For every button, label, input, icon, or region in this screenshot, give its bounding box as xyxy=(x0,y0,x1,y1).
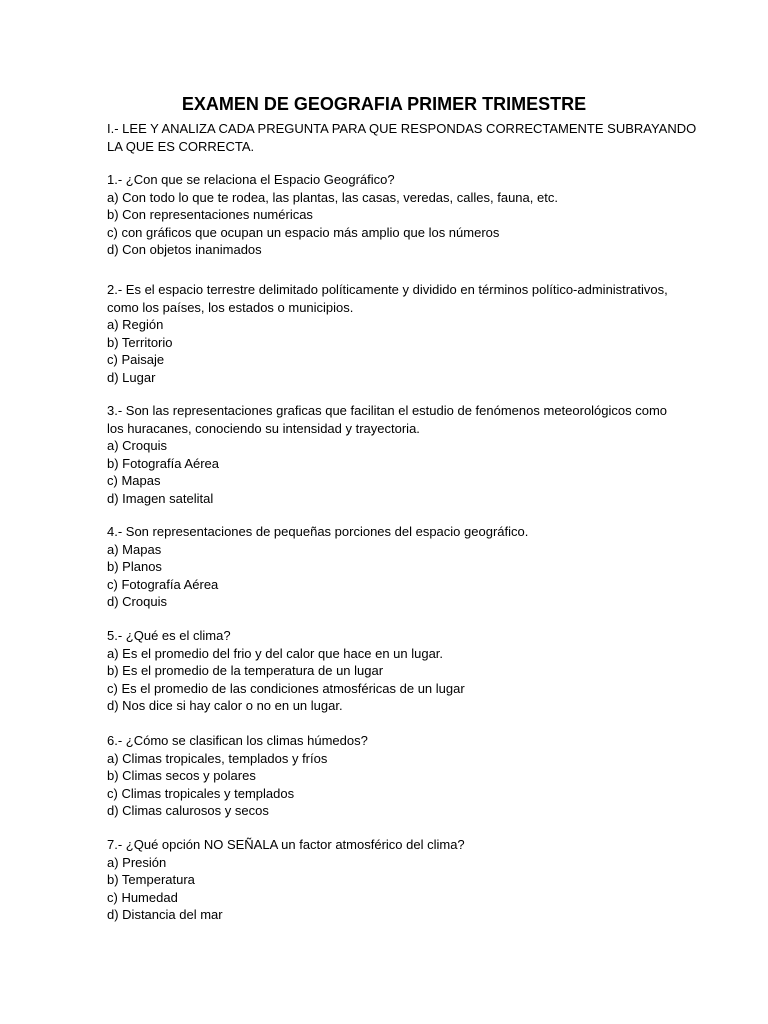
answer-option-b: b) Es el promedio de la temperatura de un lugar xyxy=(107,663,384,678)
answer-option-d: d) Distancia del mar xyxy=(107,907,223,922)
answer-option-a: a) Mapas xyxy=(107,541,162,557)
answer-option-a: a) Con todo lo que te rodea, las plantas, las casas, veredas, calles, fauna, etc. xyxy=(107,189,558,205)
question-text: 3.- Son las representaciones graficas que facilitan el estudio de fenómenos meteorológicos como xyxy=(107,403,668,418)
question-5 xyxy=(107,627,687,715)
question-2 xyxy=(107,281,687,386)
answer-option-b: b) Territorio xyxy=(107,334,173,350)
question-3 xyxy=(107,402,687,507)
answer-option-b: b) Fotografía Aérea xyxy=(107,455,220,471)
answer-option-b: b) Climas secos y polares xyxy=(107,768,256,783)
answer-option-c: c) Mapas xyxy=(107,473,161,488)
page-title: EXAMEN DE GEOGRAFIA PRIMER TRIMESTRE xyxy=(181,94,587,114)
answer-option-c: c) Fotografía Aérea xyxy=(107,576,219,592)
question-text: 6.- ¿Cómo se clasifican los climas húmedos? xyxy=(107,733,368,748)
answer-option-d: d) Con objetos inanimados xyxy=(107,242,262,257)
answer-option-c: c) Climas tropicales y templados xyxy=(107,785,295,801)
question-text: los huracanes, conociendo su intensidad y trayectoria. xyxy=(107,420,420,436)
instruction-line: I.- LEE Y ANALIZA CADA PREGUNTA PARA QUE RESPONDAS CORRECTAMENTE SUBRAYANDO xyxy=(107,121,697,136)
answer-option-b: b) Con representaciones numéricas xyxy=(107,207,313,222)
instruction-block xyxy=(107,120,697,155)
question-1 xyxy=(107,171,687,259)
answer-option-a: a) Croquis xyxy=(107,438,167,453)
question-4 xyxy=(107,523,687,611)
answer-option-a: a) Región xyxy=(107,317,164,332)
answer-option-c: c) con gráficos que ocupan un espacio más amplio que los números xyxy=(107,224,500,240)
instruction-line: LA QUE ES CORRECTA. xyxy=(107,138,255,154)
question-text: 7.- ¿Qué opción NO SEÑALA un factor atmosférico del clima? xyxy=(107,837,465,852)
question-text: 4.- Son representaciones de pequeñas porciones del espacio geográfico. xyxy=(107,524,529,539)
answer-option-c: c) Humedad xyxy=(107,889,178,905)
answer-option-b: b) Planos xyxy=(107,559,162,574)
question-6 xyxy=(107,732,687,820)
question-text: 5.- ¿Qué es el clima? xyxy=(107,628,231,643)
answer-option-d: d) Nos dice si hay calor o no en un lugar. xyxy=(107,698,343,713)
answer-option-d: d) Lugar xyxy=(107,369,156,385)
answer-option-a: a) Presión xyxy=(107,854,167,870)
answer-option-d: d) Croquis xyxy=(107,594,167,609)
answer-option-d: d) Climas calurosos y secos xyxy=(107,803,269,818)
answer-option-a: a) Climas tropicales, templados y fríos xyxy=(107,750,328,766)
answer-option-c: c) Es el promedio de las condiciones atmosféricas de un lugar xyxy=(107,680,465,696)
answer-option-b: b) Temperatura xyxy=(107,872,195,887)
question-text: 1.- ¿Con que se relaciona el Espacio Geográfico? xyxy=(107,172,395,187)
answer-option-d: d) Imagen satelital xyxy=(107,490,214,506)
question-text: como los países, los estados o municipios. xyxy=(107,299,354,315)
question-7 xyxy=(107,836,687,924)
answer-option-a: a) Es el promedio del frio y del calor que hace en un lugar. xyxy=(107,645,444,661)
question-text: 2.- Es el espacio terrestre delimitado políticamente y dividido en términos político-administrativos, xyxy=(107,282,668,297)
answer-option-c: c) Paisaje xyxy=(107,352,165,367)
